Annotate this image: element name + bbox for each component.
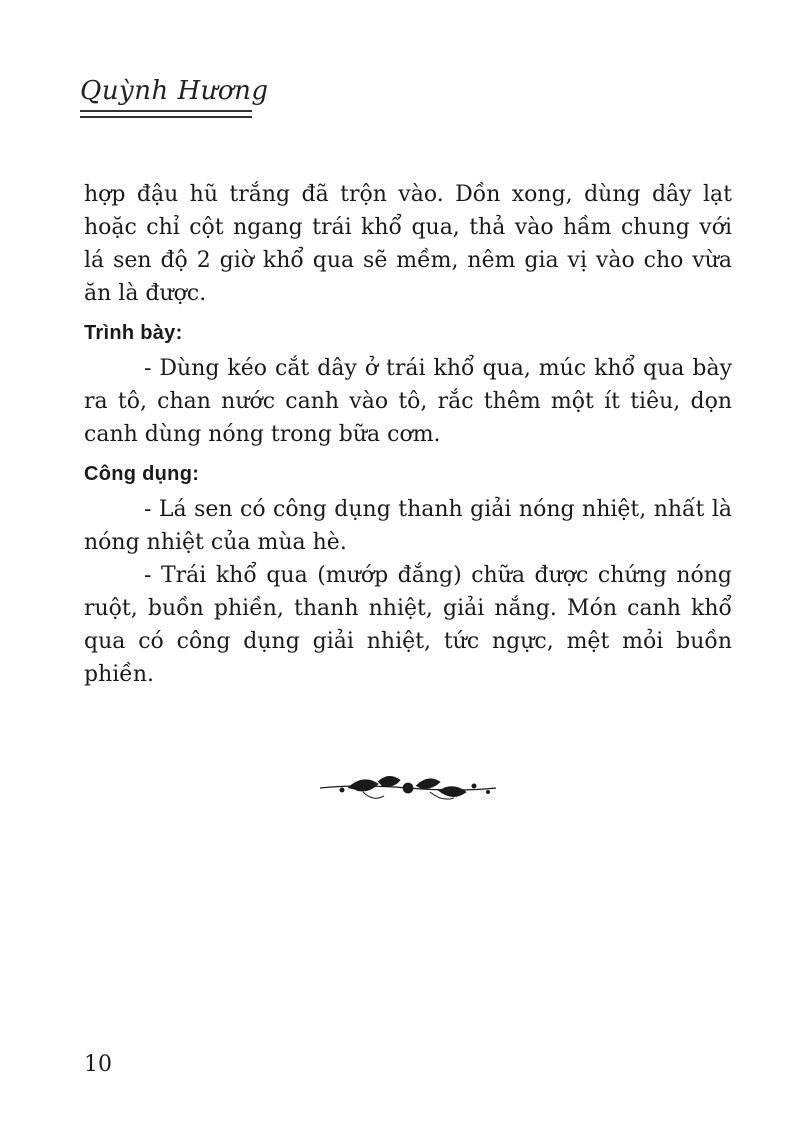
header-rule-bottom — [80, 116, 252, 118]
page-content — [84, 178, 732, 691]
intro-paragraph: hợp đậu hũ trắng đã trộn vào. Dồn xong, dùng dây lạt hoặc chỉ cột ngang trái khổ qua, thả vào hầm chung với lá sen độ 2 giờ khổ qua sẽ mềm, nêm gia vị vào cho vừa ăn là được. — [84, 182, 732, 306]
header-rule-top — [80, 110, 252, 112]
running-header — [80, 74, 280, 134]
page-number: 10 — [84, 1052, 112, 1077]
uses-paragraph-2: - Trái khổ qua (mướp đắng) chữa được chứng nóng ruột, buồn phiền, thanh nhiệt, giải nắng. Món canh khổ qua có công dụng giải nhiệt, tức ngực, mệt mỏi buồn phiền. — [84, 563, 732, 687]
presentation-paragraph: - Dùng kéo cắt dây ở trái khổ qua, múc khổ qua bày ra tô, chan nước canh vào tô, rắc thêm một ít tiêu, dọn canh dùng nóng trong bữa cơm. — [84, 356, 732, 447]
author-name: Quỳnh Hương — [80, 76, 269, 106]
section-heading-uses: Công dụng: — [84, 463, 200, 485]
section-heading-presentation: Trình bày: — [84, 322, 183, 344]
floral-divider-icon — [318, 768, 498, 808]
uses-paragraph-1: - Lá sen có công dụng thanh giải nóng nhiệt, nhất là nóng nhiệt của mùa hè. — [84, 497, 732, 555]
